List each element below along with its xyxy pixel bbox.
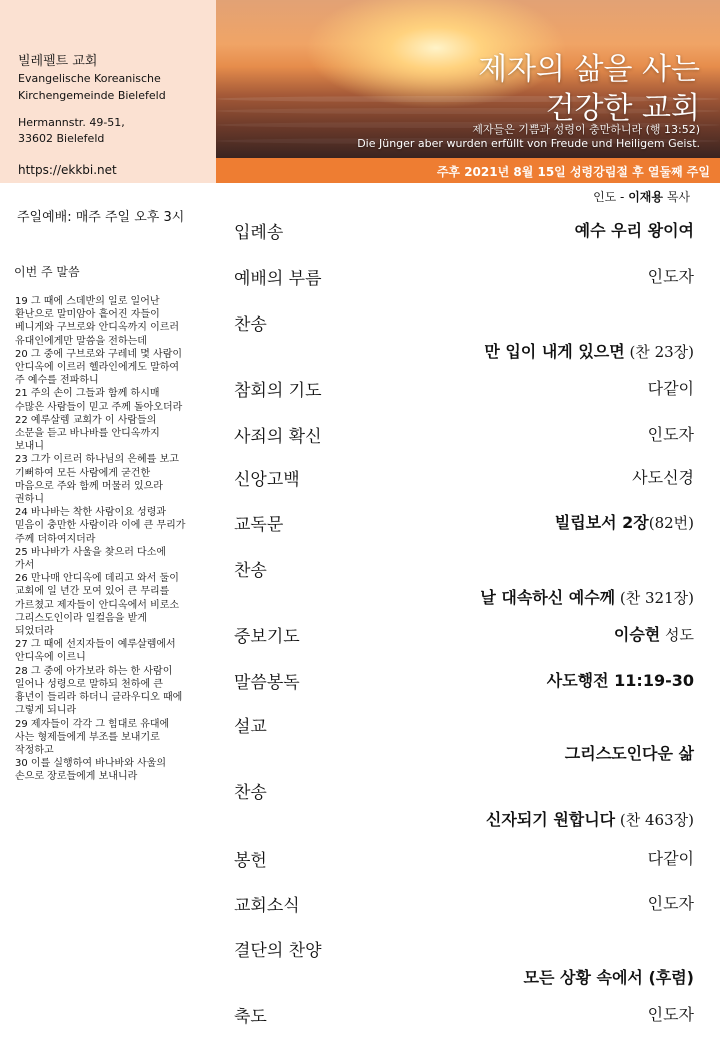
order-item-value-text: 인도자	[647, 267, 694, 286]
scripture-text	[15, 295, 215, 784]
order-item-value-text: 이승현	[613, 625, 661, 644]
scripture-line: 일어나 성령으로 말하되 천하에 큰	[15, 678, 163, 690]
scripture-line: 주 예수를 전파하니	[15, 375, 99, 387]
order-item-value	[648, 422, 694, 445]
scripture-line: 사는 형제들에게 부조를 보내기로	[15, 731, 160, 743]
order-item-label: 결단의 찬양	[234, 941, 322, 961]
order-item-value-text: 모든 상황 속에서 (후렴)	[523, 968, 694, 987]
scripture-line: 20 그 중에 구브로와 구레네 몇 사람이	[15, 348, 183, 360]
sunset-banner-image	[216, 0, 720, 158]
banner-verse-german: Die Jünger aber wurden erfüllt von Freude und Heiligem Geist.	[357, 137, 700, 150]
order-item-value	[480, 585, 694, 608]
banner-verse-korean: 제자들은 기쁨과 성령이 충만하니라 (행 13:52)	[472, 123, 700, 136]
order-item-value	[648, 846, 694, 869]
order-item-value	[632, 465, 694, 488]
order-item-value-text: 인도자	[647, 1005, 694, 1024]
order-item-label: 찬송	[234, 783, 267, 803]
order-item-label: 사죄의 확신	[234, 427, 322, 447]
scripture-line: 28 그 중에 아가보라 하는 한 사람이	[15, 665, 173, 677]
order-row	[234, 1002, 694, 1028]
order-row	[234, 891, 694, 917]
banner-title-line2: 건강한 교회	[545, 91, 700, 126]
scripture-line: 주께 더하여지더라	[15, 533, 96, 545]
order-item-label: 신앙고백	[234, 470, 300, 490]
church-info-panel	[0, 0, 216, 183]
scripture-line: 흉년이 들리라 하더니 글라우디오 때에	[15, 692, 183, 704]
order-item-label: 중보기도	[234, 627, 300, 647]
leader-label: 인도 -	[593, 190, 629, 204]
order-item-value	[565, 741, 694, 764]
order-item-label: 말씀봉독	[234, 673, 300, 693]
scripture-line: 19 그 때에 스데반의 일로 일어난	[15, 296, 160, 307]
service-leader	[593, 188, 690, 205]
order-row	[234, 376, 694, 402]
scripture-line: 24 바나바는 착한 사람이요 성령과	[15, 507, 167, 519]
scripture-line: 보내니	[15, 441, 44, 453]
order-row	[234, 310, 694, 370]
website-link[interactable]: https://ekkbi.net	[18, 163, 117, 177]
order-row	[234, 510, 694, 536]
order-row	[234, 465, 694, 491]
scripture-line: 29 제자들이 각각 그 힘대로 유대에	[15, 718, 170, 730]
order-item-value	[486, 807, 694, 830]
order-item-value	[555, 510, 694, 533]
leader-name: 이재용	[628, 190, 663, 204]
order-item-value	[648, 376, 694, 399]
order-row	[234, 778, 694, 838]
order-item-value	[547, 668, 694, 691]
order-row	[234, 422, 694, 448]
order-item-label: 축도	[234, 1007, 267, 1027]
service-time: 주일예배: 매주 주일 오후 3시	[17, 210, 185, 225]
church-name: 빌레펠트 교회	[18, 54, 98, 69]
scripture-line: 26 만나매 안디옥에 데리고 와서 둘이	[15, 573, 179, 585]
order-item-label: 참회의 기도	[234, 381, 322, 401]
scripture-line: 베니게와 구브로와 안디옥까지 이르러	[15, 322, 180, 334]
order-item-label: 예배의 부름	[234, 269, 322, 289]
order-item-label: 찬송	[234, 315, 267, 335]
order-item-value-text: 인도자	[647, 425, 694, 444]
order-row	[234, 622, 694, 648]
scripture-line: 그리스도인이라 일컬음을 받게	[15, 612, 147, 624]
scripture-line: 27 그 때에 선지자들이 예루살렘에서	[15, 639, 176, 651]
scripture-line: 23 그가 이르러 하나님의 은혜를 보고	[15, 454, 179, 466]
order-row	[234, 556, 694, 616]
scripture-line: 손으로 장로들에게 보내니라	[15, 771, 138, 783]
scripture-line: 소문을 듣고 바나바를 안디옥까지	[15, 428, 160, 440]
scripture-line: 교회에 일 년간 모여 있어 큰 무리를	[15, 586, 170, 598]
banner-title-line1: 제자의 삶을 사는	[478, 52, 700, 87]
order-item-note: (찬 23장)	[624, 343, 694, 361]
order-item-label: 교회소식	[234, 896, 300, 916]
order-item-value	[484, 339, 694, 362]
scripture-line: 권하니	[15, 494, 44, 506]
scripture-line: 기뻐하여 모든 사람에게 굳건한	[15, 467, 151, 479]
order-item-label: 봉헌	[234, 851, 267, 871]
scripture-line: 가서	[15, 560, 35, 572]
scripture-line: 환난으로 말미암아 흩어진 자들이	[15, 309, 160, 321]
scripture-line: 안디옥에 이르니	[15, 652, 86, 664]
scripture-line: 믿음이 충만한 사람이라 이에 큰 무리가	[15, 520, 186, 532]
order-item-value-text: 사도행전 11:19-30	[546, 671, 694, 690]
leader-title: 목사	[663, 190, 690, 204]
service-date: 주후 2021년 8월 15일 성령강림절 후 열둘째 주일	[436, 165, 710, 179]
scripture-line: 안디옥에 이르러 헬라인에게도 말하여	[15, 362, 180, 374]
church-name-german-line1: Evangelische Koreanische	[18, 72, 161, 85]
address-line2: 33602 Bielefeld	[18, 132, 105, 145]
order-item-value-text: 인도자	[647, 894, 694, 913]
week-scripture-heading: 이번 주 말씀	[14, 265, 80, 279]
order-row	[234, 846, 694, 872]
order-row	[234, 936, 694, 996]
scripture-line: 25 바나바가 사울을 찾으러 다소에	[15, 546, 167, 558]
order-item-value-text: 그리스도인다운 삶	[564, 744, 694, 763]
order-item-value	[648, 1002, 694, 1025]
order-item-value-text: 다같이	[647, 379, 694, 398]
order-row	[234, 264, 694, 290]
address-line1: Hermannstr. 49-51,	[18, 116, 125, 129]
order-item-value-text: 빌립보서 2장	[554, 513, 649, 532]
order-item-label: 찬송	[234, 561, 267, 581]
scripture-line: 22 예루살렘 교회가 이 사람들의	[15, 414, 157, 426]
date-bar	[216, 158, 720, 183]
order-row	[234, 712, 694, 772]
order-item-value	[575, 218, 694, 241]
order-item-label: 설교	[234, 717, 267, 737]
order-row	[234, 218, 694, 244]
order-item-value	[614, 622, 694, 645]
order-item-label: 입례송	[234, 223, 284, 243]
scripture-line: 작정하고	[15, 744, 54, 756]
order-item-value-text: 신자되기 원합니다	[485, 810, 616, 829]
order-item-note: 성도	[660, 626, 694, 644]
order-item-note: (찬 463장)	[615, 811, 694, 829]
scripture-line: 유대인에게만 말씀을 전하는데	[15, 335, 147, 347]
order-item-note: (찬 321장)	[615, 589, 694, 607]
order-item-value-text: 사도신경	[632, 468, 694, 487]
order-item-value-text: 만 입이 내게 있으면	[484, 342, 625, 361]
order-row	[234, 668, 694, 694]
order-item-value	[648, 264, 694, 287]
order-item-value-text: 예수 우리 왕이여	[574, 221, 694, 240]
church-name-german-line2: Kirchengemeinde Bielefeld	[18, 89, 166, 102]
order-item-value	[524, 965, 694, 988]
scripture-line: 21 주의 손이 그들과 함께 하시매	[15, 388, 160, 400]
scripture-line: 마음으로 주와 함께 머물러 있으라	[15, 480, 163, 492]
scripture-line: 수많은 사람들이 믿고 주께 돌아오더라	[15, 401, 183, 413]
order-item-value-text: 날 대속하신 예수께	[480, 588, 616, 607]
order-item-note: (82번)	[648, 514, 694, 532]
order-item-value	[648, 891, 694, 914]
scripture-line: 그렇게 되니라	[15, 705, 77, 717]
scripture-line: 가르쳤고 제자들이 안디옥에서 비로소	[15, 599, 180, 611]
order-item-value-text: 다같이	[647, 849, 694, 868]
scripture-line: 30 이를 실행하여 바나바와 사울의	[15, 758, 167, 770]
order-item-label: 교독문	[234, 515, 284, 535]
scripture-line: 되었더라	[15, 626, 54, 638]
